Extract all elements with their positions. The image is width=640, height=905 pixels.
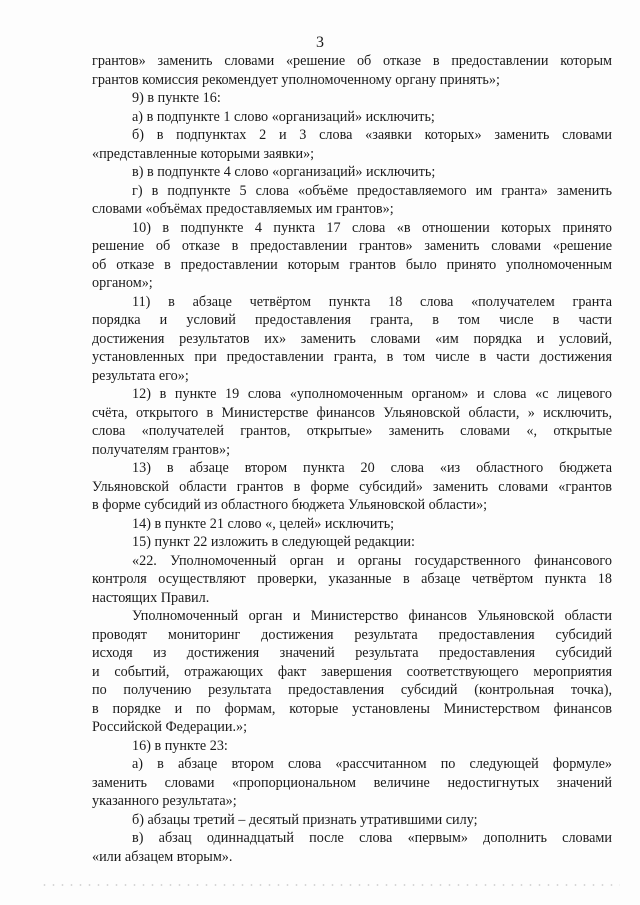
paragraph bbox=[92, 385, 612, 459]
text-line: 11) в абзаце четвёртом пункта 18 слова «получателем гранта bbox=[132, 293, 612, 310]
text-line: 16) в пункте 23: bbox=[132, 737, 228, 754]
text-line: проводят мониторинг достижения результата предоставления субсидий bbox=[92, 626, 612, 643]
text-line: достижения результатов их» заменить словами «им порядка и условий, bbox=[92, 330, 612, 347]
text-line: а) в абзаце втором слова «рассчитанном по следующей формуле» bbox=[132, 756, 612, 772]
text-line: порядка и условий предоставления гранта, в том числе в части bbox=[92, 312, 612, 328]
text-line: 14) в пункте 21 слово «, целей» исключить; bbox=[132, 515, 395, 532]
text-line: грантов комиссия рекомендует уполномоченному органу принять»; bbox=[92, 71, 500, 88]
text-line: словами «объёмах предоставляемых им грантов»; bbox=[92, 201, 394, 217]
text-line: об отказе в предоставлении которым грантов было принято уполномоченным bbox=[92, 256, 612, 273]
paragraph bbox=[92, 829, 612, 866]
text-line: Уполномоченный орган и Министерство финансов Ульяновской области bbox=[132, 608, 612, 624]
text-line: контроля осуществляют проверки, указанные в абзаце четвёртом пункта 18 bbox=[92, 571, 612, 587]
text-line: и событий, отражающих факт завершения соответствующего мероприятия bbox=[92, 663, 612, 680]
text-line: получателям грантов»; bbox=[92, 441, 231, 458]
paragraph bbox=[92, 182, 612, 219]
paragraph bbox=[92, 755, 612, 811]
text-line: 12) в пункте 19 слова «уполномоченным органом» и слова «с лицевого bbox=[132, 386, 612, 402]
text-line: «22. Уполномоченный орган и органы государственного финансового bbox=[132, 552, 612, 569]
text-line: грантов» заменить словами «решение об отказе в предоставлении которым bbox=[92, 53, 612, 69]
text-line: в) в подпункте 4 слово «организаций» исключить; bbox=[132, 164, 436, 180]
text-line: б) абзацы третий – десятый признать утратившими силу; bbox=[132, 811, 478, 828]
text-line: установленных при предоставлении гранта, в том числе в части достижения bbox=[92, 349, 612, 365]
paragraph bbox=[92, 163, 612, 182]
page-number: 3 bbox=[316, 34, 324, 51]
text-line: результата его»; bbox=[92, 367, 189, 384]
text-line: «или абзацем вторым». bbox=[92, 848, 233, 865]
paragraph bbox=[92, 515, 612, 534]
text-line: по получению результата предоставления субсидий (контрольная точка), bbox=[92, 682, 612, 698]
paragraph bbox=[92, 108, 612, 127]
text-line: в форме субсидий из областного бюджета Ульяновской области»; bbox=[92, 497, 488, 513]
text-line: 9) в пункте 16: bbox=[132, 90, 221, 106]
text-line: в) абзац одиннадцатый после слова «первым» дополнить словами bbox=[132, 830, 612, 846]
paragraph bbox=[92, 737, 612, 756]
text-line: счёта, открытого в Министерстве финансов Ульяновской области, » исключить, bbox=[92, 404, 612, 421]
text-line: органом»; bbox=[92, 275, 153, 291]
text-line: 13) в абзаце втором пункта 20 слова «из областного бюджета bbox=[132, 460, 612, 476]
text-line: настоящих Правил. bbox=[92, 589, 210, 606]
paragraph bbox=[92, 52, 612, 89]
text-line: Ульяновской области грантов в форме субсидий» заменить словами «грантов bbox=[92, 478, 612, 495]
paragraph bbox=[92, 126, 612, 163]
paragraph bbox=[92, 811, 612, 830]
text-line: а) в подпункте 1 слово «организаций» исключить; bbox=[132, 108, 435, 125]
text-line: решение об отказе в предоставлении грантов» заменить словами «решение bbox=[92, 238, 612, 254]
text-line: б) в подпунктах 2 и 3 слова «заявки которых» заменить словами bbox=[132, 127, 612, 143]
paragraph bbox=[92, 89, 612, 108]
paragraph bbox=[92, 219, 612, 293]
text-line: Российской Федерации.»; bbox=[92, 719, 248, 735]
paragraph bbox=[92, 533, 612, 552]
text-line: заменить словами «пропорциональном величине недостигнутых значений bbox=[92, 774, 612, 791]
paragraph bbox=[92, 293, 612, 386]
document-body bbox=[92, 52, 612, 866]
paragraph bbox=[92, 607, 612, 737]
paragraph bbox=[92, 459, 612, 515]
scan-artifact bbox=[40, 884, 620, 886]
text-line: в порядке и по формам, которые установлены Министерством финансов bbox=[92, 700, 612, 717]
paragraph bbox=[92, 552, 612, 608]
text-line: 15) пункт 22 изложить в следующей редакции: bbox=[132, 534, 415, 550]
text-line: 10) в подпункте 4 пункта 17 слова «в отношении которых принято bbox=[132, 219, 612, 236]
text-line: «представленные которыми заявки»; bbox=[92, 145, 315, 162]
text-line: слова «получателей грантов, открытые» заменить словами «, открытые bbox=[92, 423, 612, 439]
text-line: указанного результата»; bbox=[92, 793, 237, 809]
text-line: исходя из достижения значений результата предоставления субсидий bbox=[92, 645, 612, 661]
text-line: г) в подпункте 5 слова «объёме предоставляемого им гранта» заменить bbox=[132, 182, 612, 199]
